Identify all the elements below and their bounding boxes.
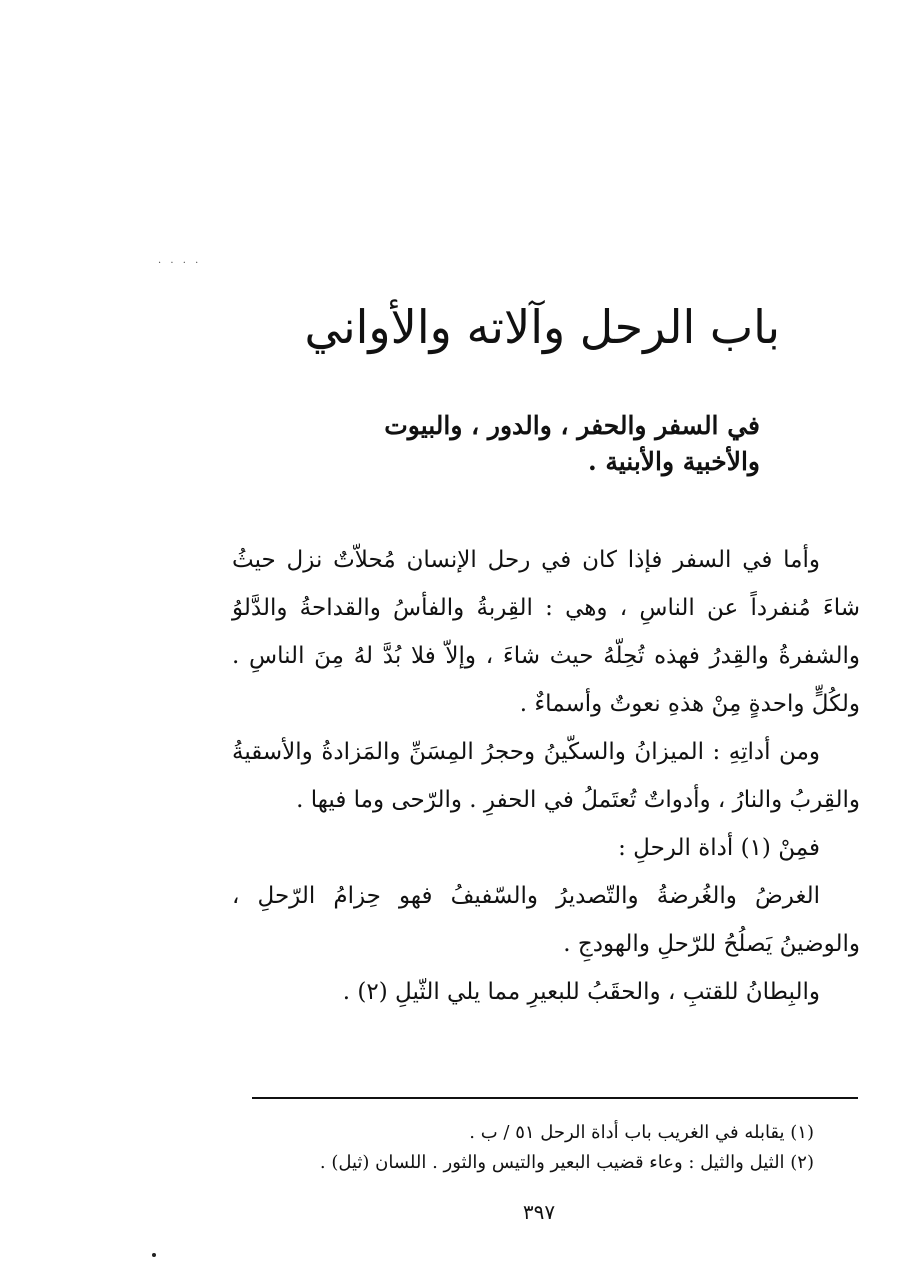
- footnote-1: (١) يقابله في الغريب باب أداة الرحل ٥١ / ب .: [469, 1122, 814, 1143]
- paragraph-saddle-parts: الغرضُ والغُرضةُ والتّصديرُ والسّفيفُ فهو حِزامُ الرّحلِ ، والوضينُ يَصلُحُ للرّحلِ والهودجِ .: [232, 883, 860, 957]
- scan-specks: · · · ·: [158, 258, 202, 269]
- paragraph-girth: والبِطانُ للقتبِ ، والحقَبُ للبعيرِ مما يلي الثّيلِ (٢) .: [342, 979, 820, 1005]
- page-number: [0, 1200, 922, 1224]
- body-text: [232, 536, 860, 1016]
- footnotes: [254, 1118, 814, 1178]
- chapter-subtitle: في السفر والحفر ، والدور ، والبيوت والأخبية والأبنية .: [384, 411, 760, 476]
- page-number-text: ٣٩٧: [522, 1200, 556, 1224]
- scan-dot: [152, 1253, 156, 1257]
- paragraph-travel: وأما في السفر فإذا كان في رحل الإنسان مُحلاّتٌ نزل حيثُ شاءَ مُنفرداً عن الناسِ ، وهي : القِربةُ والفأسُ والقداحةُ والدَّلوُ والشفرةُ والقِدرُ فهذه تُحِلّهُ حيث شاءَ ، وإلاّ فلا بُدَّ لهُ مِنَ الناسِ . ولكُلٍّ واحدةٍ مِنْ هذهِ نعوتٌ وأسماءٌ .: [232, 547, 860, 717]
- footnote-separator: [252, 1097, 858, 1099]
- paragraph-tools: ومن أداتِهِ : الميزانُ والسكّينُ وحجرُ المِسَنِّ والمَزادةُ والأسقيةُ والقِربُ والنارُ ، وأدواتٌ تُعتَملُ في الحفرِ . والرّحى وما فيها .: [232, 739, 860, 813]
- footnote-2: (٢) الثيل والثيل : وعاء قضيب البعير والتيس والثور . اللسان (ثيل) .: [319, 1152, 814, 1173]
- paragraph-rahl-heading: فمِنْ (١) أداة الرحلِ :: [618, 835, 820, 861]
- chapter-title: باب الرحل وآلاته والأواني: [304, 300, 780, 354]
